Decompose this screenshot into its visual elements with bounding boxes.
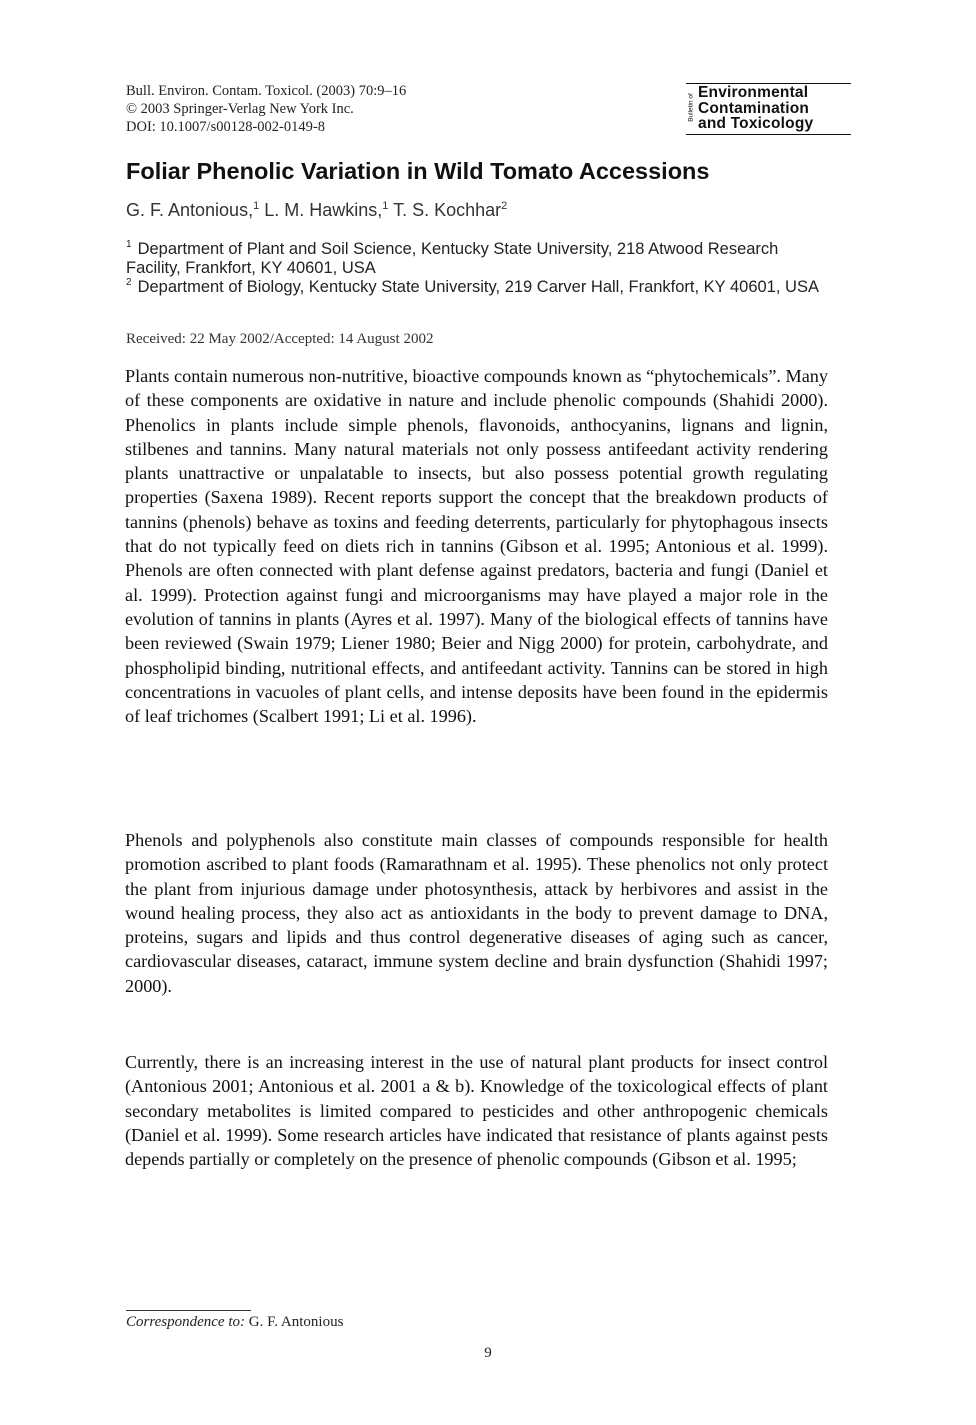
citation-line-copyright: © 2003 Springer-Verlag New York Inc. bbox=[126, 101, 354, 117]
author-name: T. S. Kochhar bbox=[393, 200, 502, 220]
logo-side-label: Bulletin of bbox=[687, 93, 695, 122]
author-list bbox=[126, 200, 507, 221]
author-affiliation-mark: 2 bbox=[501, 200, 508, 212]
logo-line-toxicology: and Toxicology bbox=[698, 115, 814, 132]
body-paragraph-2: Phenols and polyphenols also constitute main classes of compounds responsible for health promotion ascribed to plant foods (Ramarathnam et al. 1995). These phenolics not only protect the plant from injurious damage under photosynthesis, attack by herbivores and assist in the wound healing process, they also act as antioxidants in the body to prevent damage to DNA, proteins, sugars and lipids and thus control degenerative diseases of aging such as cancer, cardiovascular diseases, cataract, immune system decline and brain dysfunction (Shahidi 1997; 2000). bbox=[125, 830, 828, 996]
journal-logo bbox=[686, 83, 851, 135]
logo-rule-bottom bbox=[686, 134, 851, 135]
affiliation-number: 1 bbox=[126, 239, 132, 250]
logo-line-environmental: Environmental bbox=[698, 84, 809, 101]
body-paragraph-3: Currently, there is an increasing interest in the use of natural plant products for insect control (Antonious 2001; Antonious et al. 2001 a & b). Knowledge of the toxicological effects of plant secondary metabolites is limited compared to pesticides and other anthropogenic chemicals (Daniel et al. 1999). Some research articles have indicated that resistance of plants against pests depends partially or completely on the presence of phenolic compounds (Gibson et al. 1995; bbox=[125, 1052, 828, 1170]
correspondence-name: G. F. Antonious bbox=[248, 1314, 344, 1330]
citation-line-doi: DOI: 10.1007/s00128-002-0149-8 bbox=[126, 119, 325, 135]
page-number: 9 bbox=[484, 1345, 492, 1361]
citation-line-journal: Bull. Environ. Contam. Toxicol. (2003) 70:9–16 bbox=[126, 83, 407, 99]
affiliation-number: 2 bbox=[126, 277, 132, 288]
correspondence-label: Correspondence to: bbox=[126, 1314, 246, 1330]
footnote-rule bbox=[126, 1310, 251, 1311]
affiliation-text: Department of Plant and Soil Science, Kentucky State University, 218 Atwood Research Facility, Frankfort, KY 40601, USA bbox=[126, 240, 779, 277]
author-name: G. F. Antonious, bbox=[126, 200, 254, 220]
author-name: L. M. Hawkins, bbox=[264, 200, 383, 220]
affiliation-text: Department of Biology, Kentucky State University, 219 Carver Hall, Frankfort, KY 40601, USA bbox=[137, 278, 819, 296]
affiliation-item bbox=[126, 240, 836, 278]
author-affiliation-mark: 1 bbox=[253, 200, 260, 212]
affiliations bbox=[126, 240, 836, 297]
citation-block bbox=[126, 82, 406, 136]
logo-line-contamination: Contamination bbox=[698, 99, 810, 117]
article-title: Foliar Phenolic Variation in Wild Tomato Accessions bbox=[126, 158, 710, 184]
correspondence-footnote bbox=[126, 1314, 343, 1331]
affiliation-item bbox=[126, 278, 836, 297]
logo-wordmark bbox=[698, 85, 813, 132]
body-paragraph-1: Plants contain numerous non-nutritive, bioactive compounds known as “phytochemicals”. Many of these components are oxidative in nature and include phenolic compounds (Shahidi 2000). Phenolics in plants include simple phenols, flavonoids, anthocyanins, lignans and lignin, stilbenes and tannins. Many natural materials not only possess antifeedant activity rendering plants unattractive or unpalatable to insects, but also possess potential growth regulating properties (Saxena 1989). Recent reports support the concept that the breakdown products of tannins (phenols) behave as toxins and feeding deterrents, particularly for phytophagous insects that do not typically feed on diets rich in tannins (Gibson et al. 1995; Antonious et al. 1999). Phenols are often connected with plant defense against predators, bacteria and fungi (Daniel et al. 1999). Protection against fungi and microorganisms may have played a major role in the evolution of tannins in plants (Ayres et al. 1997). Many of the biological effects of tannins have been reviewed (Swain 1979; Liener 1980; Beier and Nigg 2000) for protein, carbohydrate, and phospholipid binding, nutritional effects, and antifeedant activity. Tannins can be stored in high concentrations in vacuoles of plant cells, and intense deposits have been found in the epidermis of leaf trichomes (Scalbert 1991; Li et al. 1996). bbox=[125, 366, 828, 727]
received-accepted-dates: Received: 22 May 2002/Accepted: 14 August 2002 bbox=[126, 331, 434, 347]
author-affiliation-mark: 1 bbox=[382, 200, 389, 212]
